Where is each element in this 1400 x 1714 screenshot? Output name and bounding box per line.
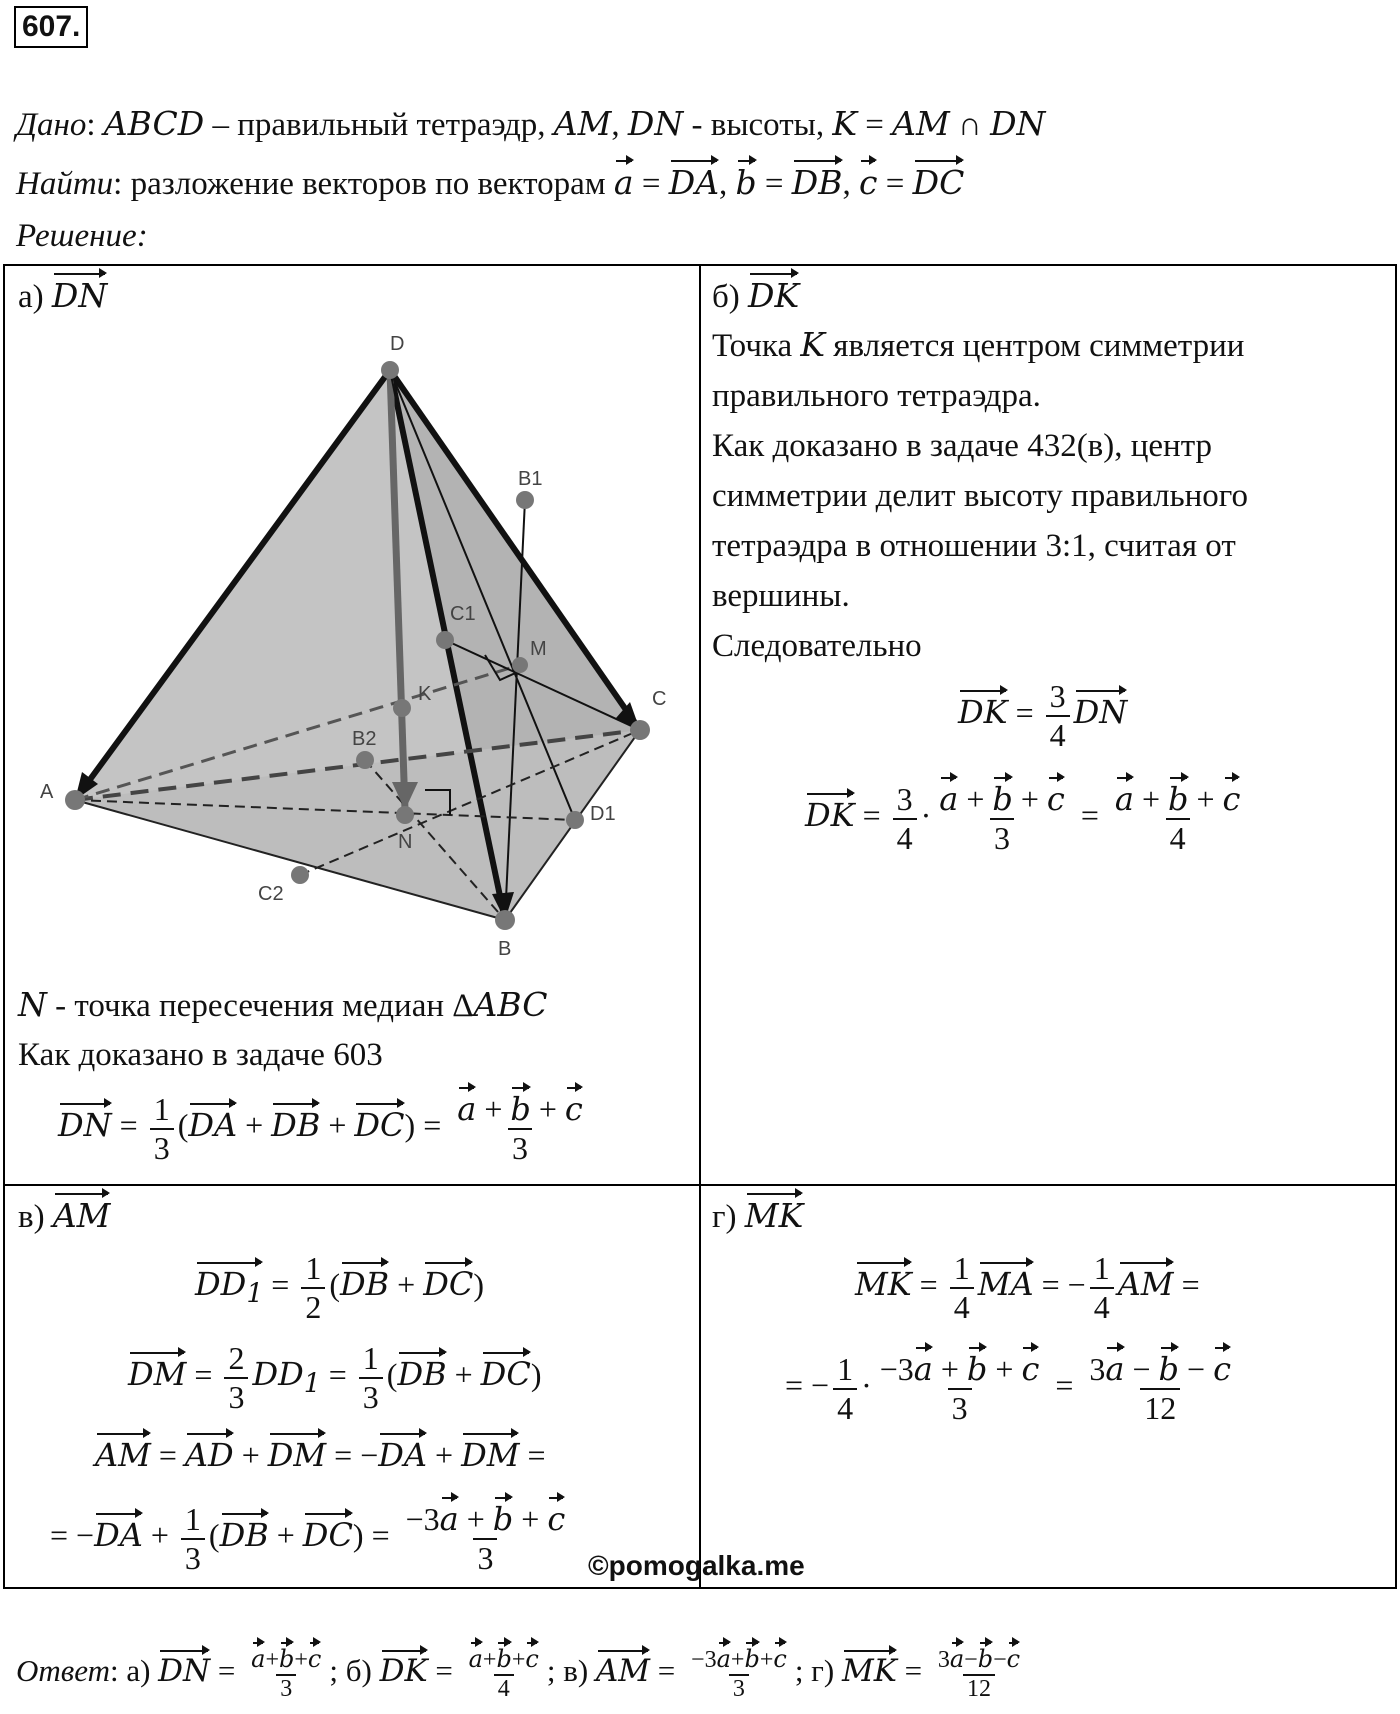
label-k: K [418, 683, 432, 705]
label-d1: D1 [590, 803, 616, 825]
point-d1 [566, 811, 584, 829]
cell-b-formula-1: DK = $\frac{3}{4}$ DN [958, 678, 1128, 753]
cell-b-line-4: симметрии делит высоту правильного [712, 478, 1248, 514]
cell-b-line-1: Точка K является центром симметрии [712, 325, 1245, 364]
point-n [396, 806, 414, 824]
cell-g-formula-2: = − $\frac{1}{4}$ · $\frac{-3a + b + c}{3}$ = $\frac{3a - b - c}{12}$ [785, 1350, 1231, 1426]
cell-v-formula-3: AM = AD + DM = −DA + DM = [95, 1436, 546, 1474]
point-b [495, 910, 515, 930]
label-b1: B1 [518, 468, 543, 490]
point-b1 [516, 491, 534, 509]
cell-b-paragraph [712, 320, 1248, 671]
label-d: D [390, 333, 405, 355]
label-m: M [530, 638, 547, 660]
cell-a-formula: DN = $\frac{1}{3}$ (DA + DB + DC) = $\frac{a + b + c}{3}$ [58, 1090, 583, 1166]
cell-b-line-2: правильного тетраэдра. [712, 378, 1041, 414]
cell-b-line-7: Следовательно [712, 628, 922, 664]
label-n: N [398, 831, 413, 853]
point-c [630, 720, 650, 740]
label-b: B [498, 938, 512, 960]
find-line: Найти: разложение векторов по векторам a = DA, b = DB, c = DC [16, 163, 965, 202]
given-line: Дано: ABCD – правильный тетраэдр, AM, DN - высоты, K = AM ∩ DN [16, 104, 1046, 143]
point-a [65, 790, 85, 810]
label-c: C [652, 688, 667, 710]
point-c2 [291, 866, 309, 884]
table-vertical-divider [699, 264, 701, 1589]
cell-v-heading: в) AM [18, 1196, 111, 1235]
cell-v-formula-4: = −DA + $\frac{1}{3}$ (DB + DC) = $\frac{-3a + b + c}{3}$ [50, 1500, 566, 1576]
point-k [393, 699, 411, 717]
label-a: A [40, 781, 54, 803]
point-m [512, 657, 528, 673]
cell-b-line-6: вершины. [712, 578, 850, 614]
cell-v-formula-1: $DD_1$ = $\frac{1}{2}$ (DB + DC) [195, 1250, 484, 1325]
label-c2: C2 [258, 883, 284, 905]
problem-number: 607. [14, 6, 88, 48]
answer-line: Ответ: а) DN = $\frac{a+b+c}{3}$ ; б) DK = $\frac{a+b+c}{4}$ ; в) AM = $\frac{-3a+b+c}{3}$ ; г) MK = $\frac{3a-b-c}{12}$ [16, 1645, 1021, 1702]
cell-g-formula-1: MK = $\frac{1}{4}$ MA = − $\frac{1}{4}$ AM = [855, 1250, 1200, 1325]
cell-b-heading: б) DK [712, 276, 800, 315]
table-horizontal-divider [3, 1184, 1397, 1186]
solution-label: Решение: [16, 218, 148, 254]
cell-v-formula-2: DM = $\frac{2}{3}$ $DD_1$ = $\frac{1}{3}$ (DB + DC) [128, 1340, 542, 1415]
point-b2 [356, 751, 374, 769]
cell-g-heading: г) MK [712, 1196, 804, 1235]
tetrahedron-figure [30, 320, 690, 970]
cell-b-formula-2: DK = $\frac{3}{4}$ · $\frac{a + b + c}{3}$ = $\frac{a + b + c}{4}$ [805, 780, 1241, 856]
point-c1 [436, 631, 454, 649]
cell-a-text-1: N - точка пересечения медиан ΔABC [18, 985, 548, 1024]
cell-b-line-3: Как доказано в задаче 432(в), центр [712, 428, 1213, 464]
cell-b-line-5: тетраэдра в отношении 3:1, считая от [712, 528, 1236, 564]
label-c1: C1 [450, 603, 476, 625]
watermark: ©pomogalka.me [588, 1550, 805, 1581]
cell-a-text-2: Как доказано в задаче 603 [18, 1037, 383, 1073]
label-b2: B2 [352, 728, 377, 750]
point-d [381, 361, 399, 379]
cell-a-heading: а) DN [18, 276, 108, 315]
